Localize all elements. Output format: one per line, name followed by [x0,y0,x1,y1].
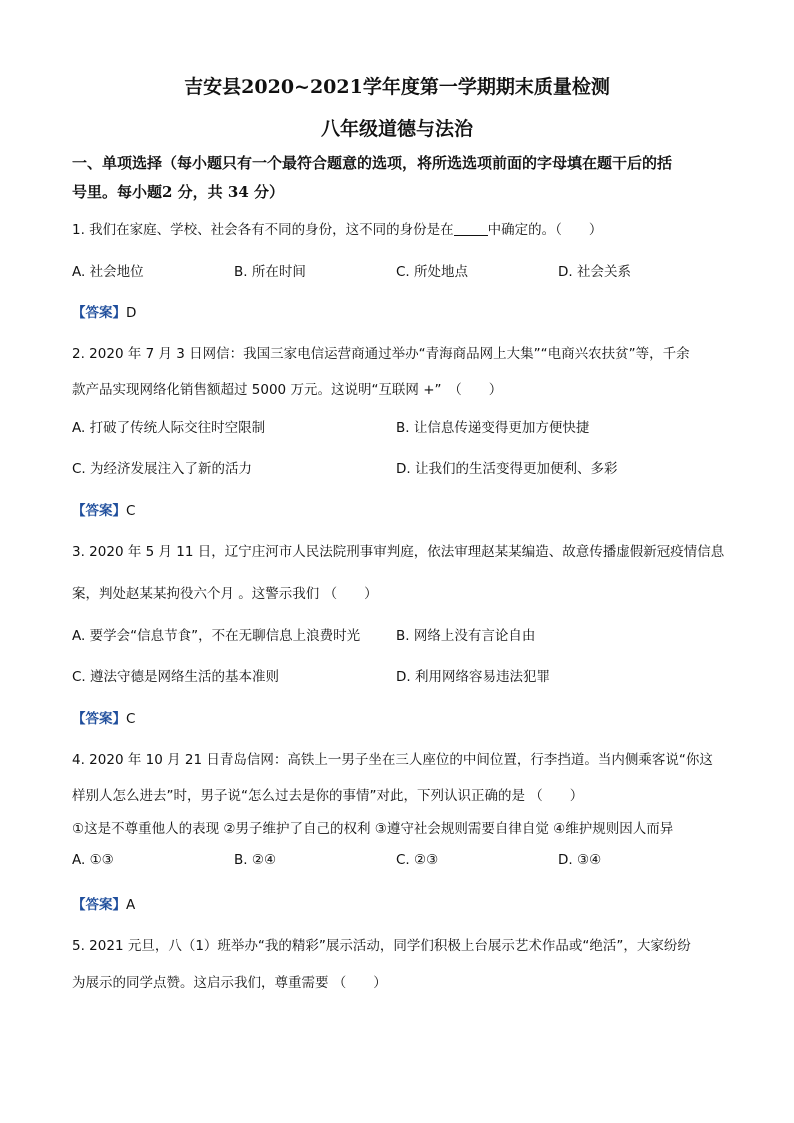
question-1-blank [454,223,488,236]
question-4-statements: ①这是不尊重他人的表现 ②男子维护了自己的权利 ③遵守社会规则需要自律自觉 ④维护规则因人而异 [72,821,674,837]
question-5-stem-line2: 为展示的同学点赞。这启示我们，尊重需要 （ ） [72,975,387,991]
question-3-stem-line1: 3. 2020 年 5 月 11 日，辽宁庄河市人民法院刑事审判庭，依法审理赵某某编造、故意传播虚假新冠疫情信息 [72,544,725,560]
question-4-option-c: C. ②③ [396,852,439,868]
question-4-answer-value: A [126,897,136,913]
question-4-stem-line1: 4. 2020 年 10 月 21 日青岛信网：高铁上一男子坐在三人座位的中间位置，行李挡道。当内侧乘客说“你这 [72,752,713,768]
question-1-stem [72,218,602,238]
answer-tag: 【答案】 [72,897,126,913]
question-4-option-d: D. ③④ [558,852,602,868]
question-2-stem-line2: 款产品实现网络化销售额超过 5000 万元。这说明“互联网 +” （ ） [72,382,503,398]
exam-title: 吉安县2020~2021学年度第一学期期末质量检测 [184,76,610,98]
section-heading-line1: 一、单项选择（每小题只有一个最符合题意的选项，将所选选项前面的字母填在题干后的括 [72,154,673,172]
question-2-answer [72,499,135,519]
question-1-option-c: C. 所处地点 [396,264,469,280]
question-3-option-c: C. 遵法守德是网络生活的基本准则 [72,669,280,685]
question-2-option-b: B. 让信息传递变得更加方便快捷 [396,420,590,436]
question-3-answer-value: C [126,711,136,727]
exam-subtitle: 八年级道德与法治 [320,118,473,140]
question-3-stem-line2: 案，判处赵某某拘役六个月 。这警示我们 （ ） [72,586,378,602]
question-2-option-d: D. 让我们的生活变得更加便利、多彩 [396,461,618,477]
question-1-answer-value: D [126,305,137,321]
question-2-stem-line1: 2. 2020 年 7 月 3 日网信：我国三家电信运营商通过举办“青海商品网上大集”“电商兴农扶贫”等，千余 [72,346,690,362]
question-4-option-a: A. ①③ [72,852,114,868]
question-3-option-d: D. 利用网络容易违法犯罪 [396,669,550,685]
question-2-option-a: A. 打破了传统人际交往时空限制 [72,420,266,436]
question-3-option-b: B. 网络上没有言论自由 [396,628,536,644]
question-2-answer-value: C [126,503,136,519]
question-5-stem-line1: 5. 2021 元旦，八（1）班举办“我的精彩”展示活动，同学们积极上台展示艺术作品或“绝活”，大家纷纷 [72,938,691,954]
question-4-answer [72,893,135,913]
question-1-stem-after: 中确定的。（ ） [487,222,603,238]
question-4-option-b: B. ②④ [234,852,277,868]
question-4-stem-line2: 样别人怎么进去”时，男子说“怎么过去是你的事情”对此，下列认识正确的是 （ ） [72,788,584,804]
question-1-option-b: B. 所在时间 [234,264,306,280]
question-1-answer [72,301,136,321]
answer-tag: 【答案】 [72,503,126,519]
question-1-option-a: A. 社会地位 [72,264,144,280]
question-1-stem-before: 1. 我们在家庭、学校、社会各有不同的身份，这不同的身份是在 [72,222,454,238]
answer-tag: 【答案】 [72,305,126,321]
question-1-option-d: D. 社会关系 [558,264,631,280]
question-2-option-c: C. 为经济发展注入了新的活力 [72,461,253,477]
question-3-option-a: A. 要学会“信息节食”，不在无聊信息上浪费时光 [72,628,361,644]
section-heading-line2: 号里。每小题2 分，共 34 分） [72,183,284,201]
answer-tag: 【答案】 [72,711,126,727]
question-3-answer [72,707,135,727]
